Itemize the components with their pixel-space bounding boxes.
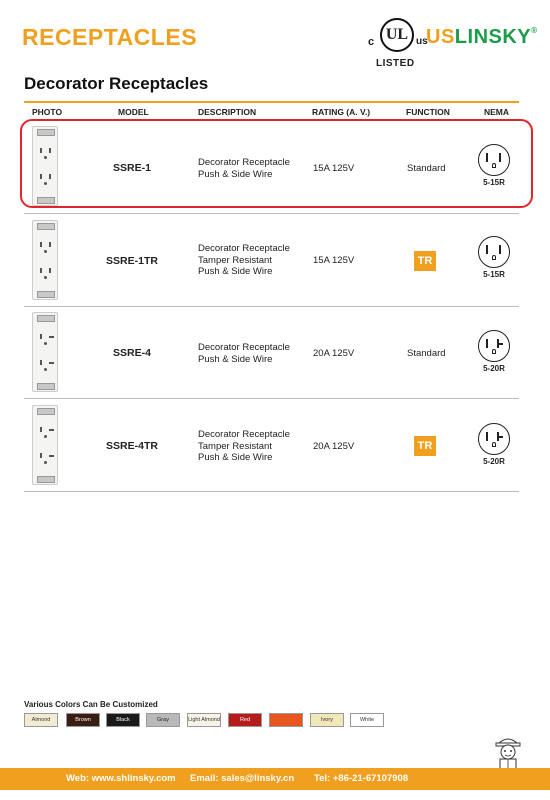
color-swatch: Light Almond xyxy=(187,713,221,727)
product-model: SSRE-1 xyxy=(113,162,151,174)
product-photo xyxy=(32,312,58,392)
brand-registered: ® xyxy=(531,26,538,35)
color-swatch: Almond xyxy=(24,713,58,727)
nema-diagram xyxy=(476,330,512,380)
description-line: Decorator Receptacle xyxy=(198,157,290,168)
col-header-rating: RATING (A. V.) xyxy=(312,107,371,117)
color-swatch: Red xyxy=(228,713,262,727)
color-swatch: Ivory xyxy=(310,713,344,727)
description-line: Decorator Receptacle xyxy=(198,429,290,440)
page-title: RECEPTACLES xyxy=(22,24,198,50)
footer-tel: Tel: +86-21-67107908 xyxy=(314,773,409,784)
nema-label: 5-20R xyxy=(483,457,505,466)
footer-web[interactable]: Web: www.shlinsky.com xyxy=(66,773,176,784)
ul-listed-logo xyxy=(368,16,428,74)
description-line: Push & Side Wire xyxy=(198,353,273,365)
product-model: SSRE-4 xyxy=(113,347,151,359)
nema-outlet-icon xyxy=(478,236,510,268)
tr-badge: TR xyxy=(414,436,436,456)
description-line: Decorator Receptacle xyxy=(198,243,290,254)
nema-outlet-icon xyxy=(478,423,510,455)
nema-diagram xyxy=(476,236,512,286)
header-divider xyxy=(24,101,519,103)
ul-text: UL xyxy=(385,26,409,43)
color-swatch: Brown xyxy=(66,713,100,727)
product-description xyxy=(198,342,308,365)
nema-outlet-icon xyxy=(478,144,510,176)
description-line: Tamper Resistant xyxy=(198,440,272,452)
product-function: Standard xyxy=(407,163,446,174)
product-function: Standard xyxy=(407,348,446,359)
col-header-model: MODEL xyxy=(118,107,149,117)
description-line: Push & Side Wire xyxy=(198,168,273,180)
product-rating: 20A 125V xyxy=(313,441,355,452)
product-photo xyxy=(32,220,58,300)
product-model: SSRE-4TR xyxy=(106,440,158,452)
col-header-nema: NEMA xyxy=(484,107,510,117)
colors-label: Various Colors Can Be Customized xyxy=(24,700,158,709)
nema-outlet-icon xyxy=(478,330,510,362)
ul-us-mark: us xyxy=(416,36,428,47)
color-swatch: White xyxy=(350,713,384,727)
col-header-description: DESCRIPTION xyxy=(198,107,257,117)
brand-us: US xyxy=(426,26,455,48)
product-rating: 15A 125V xyxy=(313,255,355,266)
nema-label: 5-15R xyxy=(483,270,505,279)
description-line: Push & Side Wire xyxy=(198,266,273,277)
tr-badge: TR xyxy=(414,251,436,271)
col-header-photo: PHOTO xyxy=(32,107,63,117)
footer-email[interactable]: Email: sales@linsky.cn xyxy=(190,773,295,784)
row-divider xyxy=(24,213,519,214)
nema-label: 5-15R xyxy=(483,178,505,187)
product-photo xyxy=(32,126,58,206)
description-line: Tamper Resistant xyxy=(198,254,272,266)
ul-c-mark: c xyxy=(368,36,375,48)
row-divider xyxy=(24,398,519,399)
ul-listed-text: LISTED xyxy=(376,58,415,69)
product-rating: 20A 125V xyxy=(313,348,355,359)
product-rating: 15A 125V xyxy=(313,163,355,174)
product-description xyxy=(198,157,308,180)
col-header-function: FUNCTION xyxy=(406,107,450,117)
nema-diagram xyxy=(476,144,512,194)
brand-linsky: LINSKY xyxy=(454,26,532,48)
color-swatch xyxy=(269,713,303,727)
section-title: Decorator Receptacles xyxy=(24,74,209,93)
color-swatch: Gray xyxy=(146,713,180,727)
product-description xyxy=(198,243,308,278)
row-divider xyxy=(24,306,519,307)
footer-bar xyxy=(0,768,550,790)
row-divider xyxy=(24,491,519,492)
brand-logo xyxy=(426,26,538,49)
description-line: Push & Side Wire xyxy=(198,452,273,463)
product-model: SSRE-1TR xyxy=(106,255,158,267)
color-swatch: Black xyxy=(106,713,140,727)
ul-circle xyxy=(380,18,414,52)
nema-label: 5-20R xyxy=(483,364,505,373)
nema-diagram xyxy=(476,423,512,473)
description-line: Decorator Receptacle xyxy=(198,342,290,353)
product-description xyxy=(198,429,308,464)
product-photo xyxy=(32,405,58,485)
